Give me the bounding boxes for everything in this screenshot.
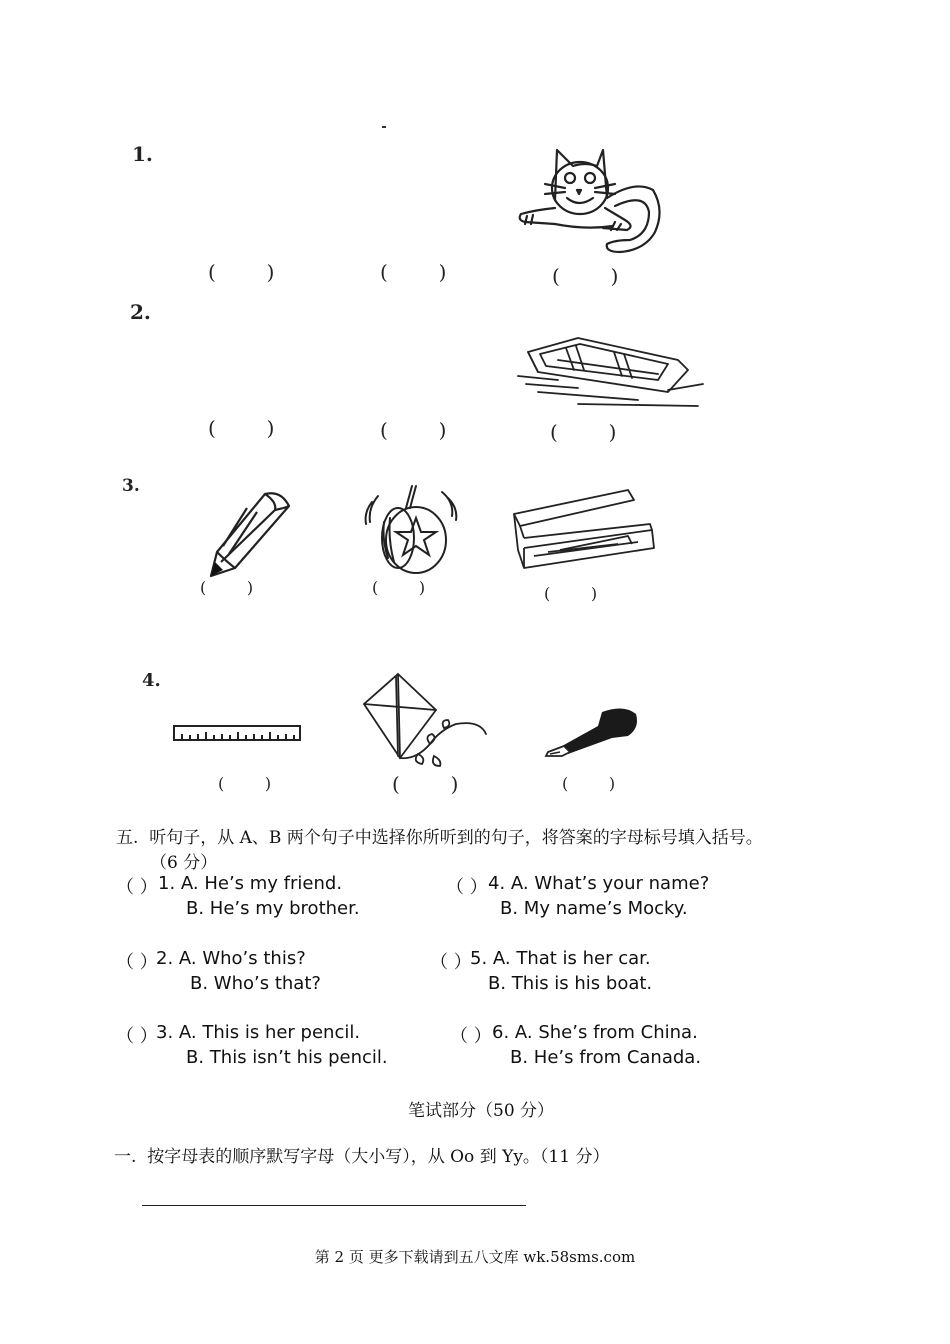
pencil-icon xyxy=(205,488,295,580)
row-2-blank-3[interactable]: ( ) xyxy=(550,420,617,444)
stray-mark xyxy=(382,126,386,128)
answer-paren-4[interactable]: （ ） xyxy=(446,877,488,898)
row-2-blank-1[interactable]: ( ) xyxy=(208,416,275,440)
question-2-option-a: 2. A. Who’s this? xyxy=(156,948,306,969)
row-2-number: 2. xyxy=(130,300,151,324)
row-4-number: 4. xyxy=(142,670,161,691)
question-3-option-a: 3. A. This is her pencil. xyxy=(156,1022,361,1043)
section-5-score: （6 分） xyxy=(150,853,218,873)
row-4-blank-1[interactable]: ( ) xyxy=(218,774,272,793)
boat-icon xyxy=(518,330,708,410)
question-2-option-b: B. Who’s that? xyxy=(190,973,321,994)
question-1-option-b: B. He’s my brother. xyxy=(186,898,360,919)
question-1-option-a: 1. A. He’s my friend. xyxy=(158,873,343,894)
question-4-option-b: B. My name’s Mocky. xyxy=(500,898,688,919)
question-6-option-a: 6. A. She’s from China. xyxy=(492,1022,698,1043)
answer-paren-2[interactable]: （ ） xyxy=(116,952,158,973)
written-section-title: 笔试部分（50 分） xyxy=(408,1101,555,1121)
row-1-blank-2[interactable]: ( ) xyxy=(380,260,447,284)
row-1-blank-1[interactable]: ( ) xyxy=(208,260,275,284)
question-5-option-b: B. This is his boat. xyxy=(488,973,653,994)
answer-paren-1[interactable]: （ ） xyxy=(116,877,158,898)
answer-paren-6[interactable]: （ ） xyxy=(450,1026,492,1047)
question-3-option-b: B. This isn’t his pencil. xyxy=(186,1047,388,1068)
kite-icon xyxy=(360,670,490,770)
row-1-blank-3[interactable]: ( ) xyxy=(552,264,619,288)
ruler-icon xyxy=(172,722,304,744)
question-4-option-a: 4. A. What’s your name? xyxy=(488,873,710,894)
pen-icon xyxy=(542,706,642,762)
row-3-number: 3. xyxy=(122,476,140,496)
written-question-1: 一. 按字母表的顺序默写字母（大小写），从 Oo 到 Yy。（11 分） xyxy=(114,1147,610,1167)
page-footer: 第 2 页 更多下载请到五八文库 wk.58sms.com xyxy=(314,1248,636,1266)
row-4-blank-2[interactable]: ( ) xyxy=(392,772,459,796)
row-1-number: 1. xyxy=(132,142,153,166)
row-3-blank-3[interactable]: ( ) xyxy=(544,584,598,603)
yoyo-icon xyxy=(358,482,463,582)
row-2-blank-2[interactable]: ( ) xyxy=(380,418,447,442)
row-4-blank-3[interactable]: ( ) xyxy=(562,774,616,793)
question-5-option-a: 5. A. That is her car. xyxy=(470,948,651,969)
question-6-option-b: B. He’s from Canada. xyxy=(510,1047,702,1068)
pencil-box-icon xyxy=(508,486,658,576)
answer-paren-3[interactable]: （ ） xyxy=(116,1026,158,1047)
answer-line[interactable] xyxy=(142,1205,526,1206)
row-3-blank-1[interactable]: ( ) xyxy=(200,578,254,597)
section-5-title: 五. 听句子，从 A、B 两个句子中选择你所听到的句子，将答案的字母标号填入括号。 xyxy=(116,828,763,848)
answer-paren-5[interactable]: （ ） xyxy=(430,952,472,973)
row-3-blank-2[interactable]: ( ) xyxy=(372,578,426,597)
cat-icon xyxy=(515,140,665,255)
